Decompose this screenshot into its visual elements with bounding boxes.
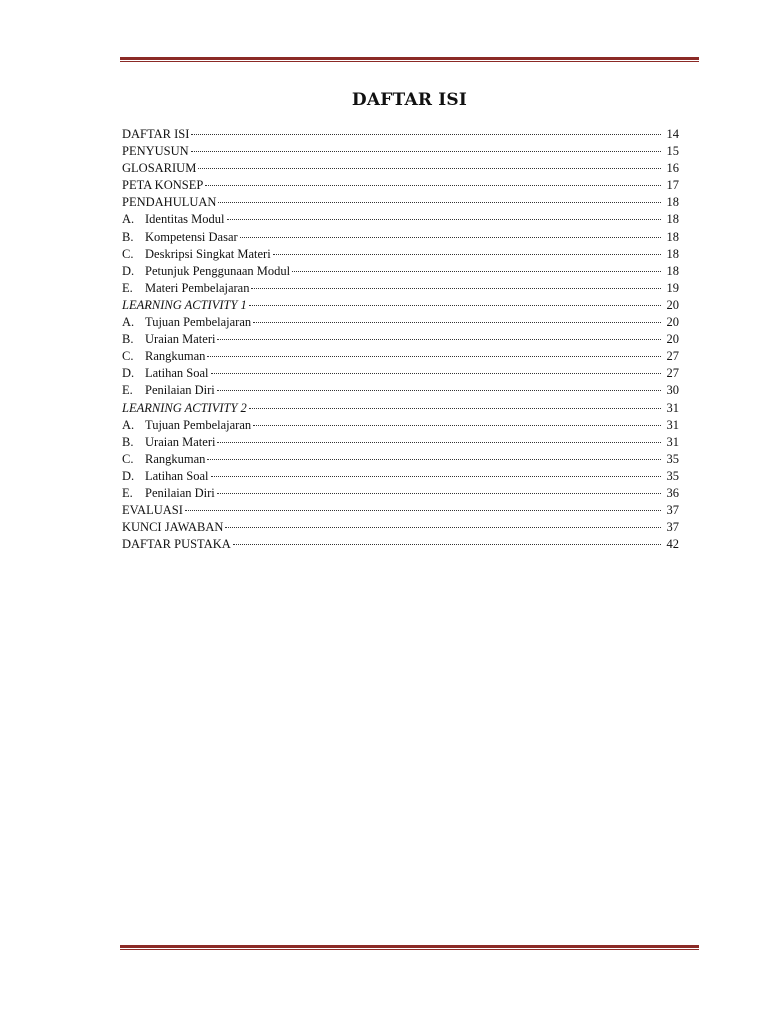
toc-entry-label: DAFTAR ISI: [122, 127, 190, 141]
toc-entry-letter: B.: [122, 229, 134, 244]
toc-leader-dots: [240, 237, 661, 238]
toc-leader-dots: [225, 527, 661, 528]
toc-entry[interactable]: [122, 331, 679, 348]
toc-entry-page-number: 19: [666, 280, 679, 295]
toc-leader-dots: [191, 151, 661, 152]
toc-entry[interactable]: [122, 417, 679, 434]
toc-leader-dots: [227, 219, 661, 220]
toc-entry-page-number: 20: [666, 315, 679, 330]
toc-entry-label: GLOSARIUM: [122, 161, 197, 176]
toc-entry-page-number: 36: [666, 485, 679, 500]
toc-leader-dots: [233, 544, 661, 545]
toc-entry-label: Petunjuk Penggunaan Modul: [145, 263, 291, 278]
toc-entry-page-number: 20: [666, 332, 679, 347]
toc-entry[interactable]: [122, 365, 679, 382]
toc-entry-label: LEARNING ACTIVITY 2: [122, 400, 247, 415]
toc-entry-letter: D.: [122, 468, 135, 483]
toc-entry-page-number: 18: [666, 246, 679, 261]
toc-leader-dots: [207, 459, 661, 460]
toc-leader-dots: [249, 305, 661, 306]
toc-entry-page-number: 18: [666, 229, 679, 244]
toc-entry-label: DAFTAR PUSTAKA: [122, 537, 231, 552]
toc-entry-label: Materi Pembelajaran: [145, 280, 250, 295]
toc-entry[interactable]: [122, 263, 679, 280]
toc-entry-label: Uraian Materi: [145, 434, 216, 449]
toc-leader-dots: [211, 373, 661, 374]
toc-leader-dots: [217, 442, 661, 443]
toc-entry-label: KUNCI JAWABAN: [122, 520, 224, 535]
toc-entry-page-number: 27: [666, 366, 679, 381]
toc-entry-letter: D.: [122, 263, 135, 278]
toc-entry-page-number: 31: [666, 400, 679, 415]
toc-entry-page-number: 16: [666, 161, 679, 176]
toc-entry-letter: A.: [122, 417, 135, 432]
toc-entry[interactable]: [122, 160, 679, 177]
toc-entry-page-number: 35: [666, 451, 679, 466]
toc-entry-page-number: 18: [666, 195, 679, 210]
toc-entry[interactable]: [122, 400, 679, 417]
toc-entry-page-number: 20: [666, 297, 679, 312]
toc-entry[interactable]: [122, 382, 679, 399]
toc-entry[interactable]: [122, 143, 679, 160]
toc-entry-page-number: 27: [666, 349, 679, 364]
toc-entry[interactable]: [122, 177, 679, 194]
toc-entry[interactable]: [122, 314, 679, 331]
toc-entry-label: PENDAHULUAN: [122, 195, 217, 210]
toc-entry[interactable]: [122, 194, 679, 211]
toc-entry-label: Rangkuman: [145, 451, 206, 466]
toc-entry-page-number: 37: [666, 503, 679, 518]
toc-leader-dots: [211, 476, 661, 477]
header-rule-thick: [120, 57, 699, 60]
toc-leader-dots: [217, 493, 661, 494]
toc-entry-label: Kompetensi Dasar: [145, 229, 238, 244]
toc-entry-letter: E.: [122, 485, 133, 500]
toc-entry-page-number: 30: [666, 383, 679, 398]
toc-entry-label: EVALUASI: [122, 503, 183, 518]
toc-entry-label: Uraian Materi: [145, 332, 216, 347]
footer-rule-thick: [120, 945, 699, 948]
toc-leader-dots: [185, 510, 661, 511]
toc-leader-dots: [292, 271, 661, 272]
toc-leader-dots: [218, 202, 661, 203]
toc-entry-letter: B.: [122, 332, 134, 347]
toc-entry[interactable]: [122, 434, 679, 451]
toc-entry-page-number: 17: [666, 178, 679, 193]
toc-entry[interactable]: [122, 126, 679, 143]
toc-entry[interactable]: [122, 502, 679, 519]
toc-entry[interactable]: [122, 451, 679, 468]
toc-entry-label: PENYUSUN: [122, 144, 189, 159]
toc-entry-letter: C.: [122, 246, 134, 261]
toc-entry[interactable]: [122, 468, 679, 485]
toc-entry-letter: E.: [122, 280, 133, 295]
toc-entry-label: Latihan Soal: [145, 366, 209, 381]
toc-entry[interactable]: [122, 485, 679, 502]
toc-entry[interactable]: [122, 246, 679, 263]
toc-entry-label: Penilaian Diri: [145, 383, 215, 398]
toc-entry-letter: D.: [122, 366, 135, 381]
footer-rule-thin: [120, 949, 699, 950]
toc-leader-dots: [217, 339, 661, 340]
toc-entry-label: Latihan Soal: [145, 468, 209, 483]
toc-entry-label: Tujuan Pembelajaran: [145, 417, 252, 432]
toc-entry-page-number: 31: [666, 434, 679, 449]
toc-entry[interactable]: [122, 536, 679, 553]
table-of-contents: [122, 126, 679, 553]
header-rule-thin: [120, 61, 699, 62]
toc-leader-dots: [207, 356, 661, 357]
toc-entry-label: LEARNING ACTIVITY 1: [122, 297, 247, 312]
toc-entry[interactable]: [122, 211, 679, 228]
toc-leader-dots: [253, 425, 661, 426]
toc-entry-page-number: 42: [666, 537, 679, 552]
toc-entry-label: Identitas Modul: [145, 212, 225, 227]
toc-entry-letter: E.: [122, 383, 133, 398]
toc-entry[interactable]: [122, 519, 679, 536]
footer-rule: [120, 945, 699, 950]
toc-leader-dots: [273, 254, 661, 255]
toc-entry-letter: A.: [122, 315, 135, 330]
toc-entry-label: Penilaian Diri: [145, 485, 215, 500]
header-rule: [120, 57, 699, 62]
toc-entry-letter: C.: [122, 349, 134, 364]
toc-entry-page-number: 18: [666, 263, 679, 278]
toc-entry-page-number: 15: [666, 144, 679, 159]
toc-leader-dots: [198, 168, 661, 169]
toc-leader-dots: [251, 288, 661, 289]
toc-entry[interactable]: [122, 280, 679, 297]
toc-entry-page-number: 31: [666, 417, 679, 432]
toc-leader-dots: [249, 408, 661, 409]
toc-entry[interactable]: [122, 297, 679, 314]
toc-entry-letter: C.: [122, 451, 134, 466]
toc-leader-dots: [205, 185, 661, 186]
page-title: DAFTAR ISI: [351, 90, 468, 110]
toc-entry-label: Rangkuman: [145, 349, 206, 364]
toc-entry-label: Tujuan Pembelajaran: [145, 315, 252, 330]
toc-entry-page-number: 37: [666, 520, 679, 535]
toc-entry[interactable]: [122, 348, 679, 365]
toc-entry-letter: A.: [122, 212, 135, 227]
toc-entry-label: PETA KONSEP: [122, 178, 204, 193]
toc-leader-dots: [217, 390, 661, 391]
toc-entry-page-number: 14: [666, 127, 679, 141]
toc-entry-page-number: 35: [666, 468, 679, 483]
toc-entry-label: Deskripsi Singkat Materi: [145, 246, 271, 261]
toc-entry-page-number: 18: [666, 212, 679, 227]
toc-entry-letter: B.: [122, 434, 134, 449]
toc-leader-dots: [191, 134, 661, 135]
toc-leader-dots: [253, 322, 661, 323]
toc-entry[interactable]: [122, 229, 679, 246]
